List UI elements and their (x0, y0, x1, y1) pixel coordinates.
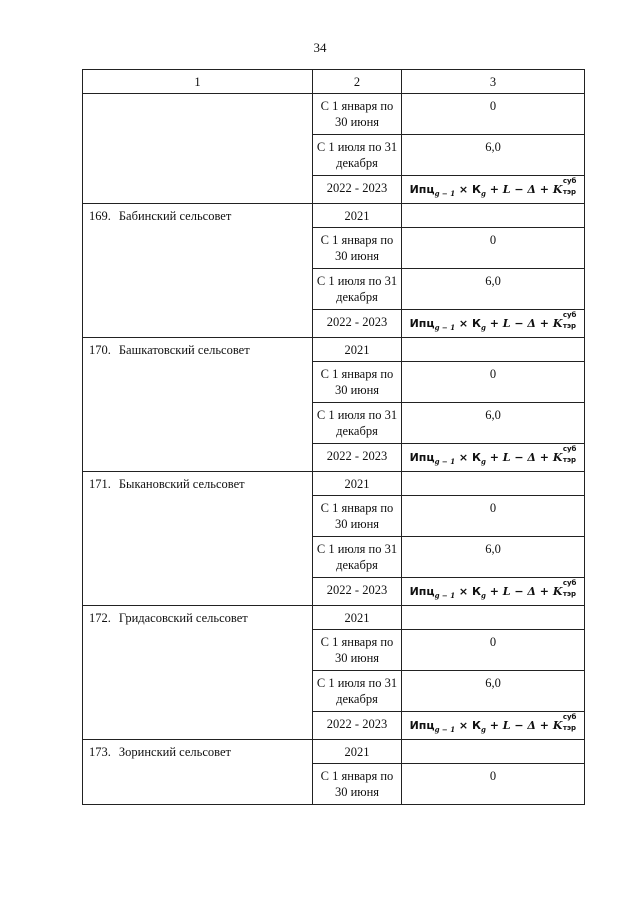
formula-kt-sub: тэр (562, 456, 577, 464)
table-header (83, 70, 585, 94)
formula-var: g (480, 725, 486, 735)
municipality-name: Быкановский сельсовет (118, 477, 245, 491)
municipality-name: Зоринский сельсовет (118, 745, 231, 759)
formula-lead-sub (435, 726, 456, 734)
formula-kt-letter: K (552, 317, 563, 330)
period-cell: С 1 июля по 31 декабря (313, 269, 402, 310)
period-cell: 2022 - 2023 (313, 712, 402, 740)
municipality-cell (83, 606, 313, 740)
period-cell: С 1 января по 30 июня (313, 94, 402, 135)
formula-lead-sub (435, 458, 456, 466)
row-number: 173. (89, 745, 111, 759)
formula-kt (552, 445, 577, 464)
formula-lead: Ипц (409, 451, 435, 464)
formula-cell (402, 578, 585, 606)
formula-lead: Ипц (409, 317, 435, 330)
municipality-name: Гридасовский сельсовет (118, 611, 248, 625)
municipality-name: Башкатовский сельсовет (118, 343, 250, 357)
formula-k-sub (481, 726, 486, 734)
formula-kt-sub: тэр (562, 590, 577, 598)
formula-k: К (471, 183, 481, 196)
formula-times: × (458, 183, 469, 196)
formula-var: g − 1 (434, 591, 456, 601)
value-cell-empty (402, 472, 585, 496)
year-cell: 2021 (313, 204, 402, 228)
formula-k-sub (481, 324, 486, 332)
formula-kt-sub: тэр (562, 188, 577, 196)
value-cell: 6,0 (402, 537, 585, 578)
period-cell: С 1 июля по 31 декабря (313, 671, 402, 712)
year-cell: 2021 (313, 338, 402, 362)
page-number: 34 (313, 40, 327, 55)
formula-var: g − 1 (434, 457, 456, 467)
formula-k-sub (481, 190, 486, 198)
formula-lead-sub (435, 592, 456, 600)
period-cell: С 1 января по 30 июня (313, 630, 402, 671)
municipality-group (83, 606, 585, 740)
row-number: 171. (89, 477, 111, 491)
formula-kt-letter: K (552, 585, 563, 598)
value-cell: 0 (402, 496, 585, 537)
formula-k: К (471, 585, 481, 598)
formula-cell (402, 310, 585, 338)
formula-rest: + L − Δ + (489, 585, 549, 598)
period-cell: С 1 января по 30 июня (313, 228, 402, 269)
formula-lead: Ипц (409, 183, 435, 196)
formula-cell (402, 176, 585, 204)
formula-lead: Ипц (409, 719, 435, 732)
empty-municipality-cell (83, 94, 313, 204)
formula-var: g − 1 (434, 189, 456, 199)
formula-rest: + L − Δ + (489, 451, 549, 464)
formula-cell (402, 712, 585, 740)
municipality-group (83, 338, 585, 472)
period-cell: С 1 января по 30 июня (313, 362, 402, 403)
formula-k-sub (481, 592, 486, 600)
municipality-cell (83, 740, 313, 805)
value-cell-empty (402, 740, 585, 764)
value-cell: 6,0 (402, 403, 585, 444)
value-cell-empty (402, 338, 585, 362)
value-cell: 0 (402, 362, 585, 403)
formula-var: g (480, 323, 486, 333)
formula-k: К (471, 451, 481, 464)
formula-times: × (458, 451, 469, 464)
period-cell: 2022 - 2023 (313, 578, 402, 606)
value-cell: 6,0 (402, 671, 585, 712)
municipality-cell (83, 338, 313, 472)
formula-kt-sub: тэр (562, 322, 577, 330)
value-cell: 0 (402, 630, 585, 671)
municipality-cell (83, 204, 313, 338)
municipality-cell (83, 472, 313, 606)
formula-kt-sup: суб (562, 445, 577, 453)
formula-kt-sup: суб (562, 311, 577, 319)
period-cell: С 1 января по 30 июня (313, 764, 402, 805)
formula-k: К (471, 719, 481, 732)
period-cell: 2022 - 2023 (313, 176, 402, 204)
header-col-1: 1 (83, 70, 313, 94)
formula-var: g (480, 591, 486, 601)
row-number: 170. (89, 343, 111, 357)
formula-kt (552, 713, 577, 732)
year-cell: 2021 (313, 606, 402, 630)
continuation-group (83, 94, 585, 204)
formula-var: g − 1 (434, 725, 456, 735)
formula-kt-sup: суб (562, 177, 577, 185)
formula-times: × (458, 719, 469, 732)
municipality-group (83, 472, 585, 606)
value-cell-empty (402, 606, 585, 630)
formula-kt-sup: суб (562, 579, 577, 587)
period-cell: С 1 июля по 31 декабря (313, 403, 402, 444)
formula-lead-sub (435, 190, 456, 198)
value-cell: 0 (402, 764, 585, 805)
formula-var: g (480, 457, 486, 467)
formula-var: g (480, 189, 486, 199)
row-number: 169. (89, 209, 111, 223)
formula-kt (552, 177, 577, 196)
formula-lead-sub (435, 324, 456, 332)
period-cell: С 1 июля по 31 декабря (313, 537, 402, 578)
value-cell: 0 (402, 94, 585, 135)
value-cell: 6,0 (402, 135, 585, 176)
formula-rest: + L − Δ + (489, 317, 549, 330)
formula-var: g − 1 (434, 323, 456, 333)
formula-times: × (458, 317, 469, 330)
period-cell: С 1 января по 30 июня (313, 496, 402, 537)
formula-kt (552, 311, 577, 330)
value-cell: 0 (402, 228, 585, 269)
formula-k: К (471, 317, 481, 330)
formula-k-sub (481, 458, 486, 466)
formula-kt-sup: суб (562, 713, 577, 721)
formula-kt (552, 579, 577, 598)
header-col-2: 2 (313, 70, 402, 94)
tariff-table (82, 69, 585, 805)
formula-rest: + L − Δ + (489, 183, 549, 196)
formula-times: × (458, 585, 469, 598)
formula-rest: + L − Δ + (489, 719, 549, 732)
period-cell: 2022 - 2023 (313, 310, 402, 338)
formula-kt-letter: K (552, 719, 563, 732)
row-number: 172. (89, 611, 111, 625)
formula-kt-letter: K (552, 183, 563, 196)
formula-cell (402, 444, 585, 472)
formula-lead: Ипц (409, 585, 435, 598)
municipality-name: Бабинский сельсовет (118, 209, 232, 223)
municipality-group (83, 204, 585, 338)
year-cell: 2021 (313, 472, 402, 496)
period-cell: 2022 - 2023 (313, 444, 402, 472)
formula-kt-letter: K (552, 451, 563, 464)
municipality-group (83, 740, 585, 805)
value-cell: 6,0 (402, 269, 585, 310)
formula-kt-sub: тэр (562, 724, 577, 732)
header-col-3: 3 (402, 70, 585, 94)
value-cell-empty (402, 204, 585, 228)
year-cell: 2021 (313, 740, 402, 764)
period-cell: С 1 июля по 31 декабря (313, 135, 402, 176)
